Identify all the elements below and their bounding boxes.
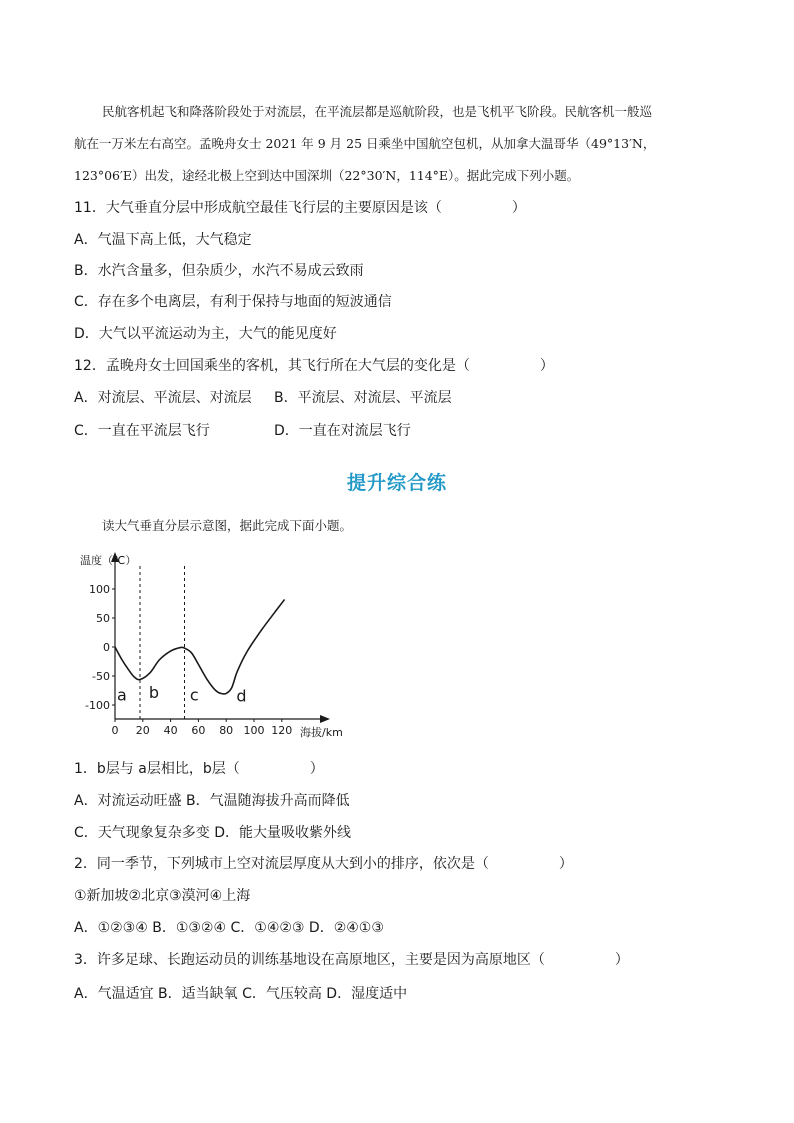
question-12-stem: 12．孟晚舟女士回国乘坐的客机，其飞行所在大气层的变化是（ ） [74, 358, 554, 374]
question-11-option-a: A．气温下高上低，大气稳定 [74, 232, 252, 248]
x-tick-label: 60 [191, 724, 206, 737]
question-1-options-line-2: C．天气现象复杂多变 D．能大量吸收紫外线 [74, 825, 352, 841]
intro-paragraph [74, 96, 724, 192]
x-axis-title: 海拔/km [300, 726, 343, 739]
layer-label-b: b [148, 683, 159, 703]
layer-label-c: c [189, 685, 199, 705]
x-tick-label: 80 [219, 724, 234, 737]
question-3-stem: 3．许多足球、长跑运动员的训练基地设在高原地区，主要是因为高原地区（ ） [74, 952, 629, 968]
question-1-options-line-1: A．对流运动旺盛 B．气温随海拔升高而降低 [74, 793, 350, 809]
y-tick-label: 100 [89, 583, 110, 596]
question-2-stem: 2．同一季节，下列城市上空对流层厚度从大到小的排序，依次是（ ） [74, 856, 573, 872]
chart-lead-text: 读大气垂直分层示意图，据此完成下面小题。 [102, 518, 353, 533]
atmosphere-layer-chart [74, 548, 354, 740]
y-tick-label: -100 [85, 699, 110, 712]
x-tick-label: 20 [135, 724, 150, 737]
y-tick-label: -50 [92, 670, 110, 683]
y-axis-title: 温度（℃） [80, 554, 137, 567]
x-tick-label: 100 [243, 724, 265, 737]
question-1-stem: 1．b层与 a层相比，b层（ ） [74, 761, 324, 777]
layer-label-d: d [236, 686, 247, 706]
question-12-option-c: C．一直在平流层飞行 [74, 423, 210, 439]
question-11-stem: 11．大气垂直分层中形成航空最佳飞行层的主要原因是该（ ） [74, 200, 526, 216]
question-2-options: A．①②③④ B．①③②④ C．①④②③ D．②④①③ [74, 920, 384, 936]
section-title: 提升综合练 [346, 472, 447, 494]
question-12-option-d: D．一直在对流层飞行 [274, 423, 411, 439]
x-tick-label: 40 [163, 724, 178, 737]
y-tick-label: 50 [96, 612, 110, 625]
x-tick-label: 0 [111, 724, 119, 737]
question-11-option-b: B．水汽含量多，但杂质少，水汽不易成云致雨 [74, 263, 364, 279]
intro-line: 123°06′E）出发，途经北极上空到达中国深圳（22°30′N，114°E）。据此完成下列小题。 [74, 168, 580, 183]
question-12-option-b: B．平流层、对流层、平流层 [274, 390, 452, 406]
y-tick-label: 0 [103, 641, 110, 654]
question-11-option-d: D．大气以平流运动为主，大气的能见度好 [74, 326, 337, 342]
question-3-options: A．气温适宜 B．适当缺氧 C．气压较高 D．湿度适中 [74, 986, 408, 1002]
x-tick-label: 120 [271, 724, 293, 737]
layer-label-a: a [117, 685, 127, 705]
question-12-option-a: A．对流层、平流层、对流层 [74, 390, 252, 406]
question-2-cities: ①新加坡②北京③漠河④上海 [74, 888, 251, 904]
intro-line: 航在一万米左右高空。孟晚舟女士 2021 年 9 月 25 日乘坐中国航空包机，从加拿大温哥华（49°13′N， [74, 136, 656, 151]
intro-line: 民航客机起飞和降落阶段处于对流层，在平流层都是巡航阶段，也是飞机平飞阶段。民航客机一般巡 [102, 104, 653, 119]
question-11-option-c: C．存在多个电离层，有利于保持与地面的短波通信 [74, 294, 392, 310]
x-axis-arrow [320, 715, 330, 723]
